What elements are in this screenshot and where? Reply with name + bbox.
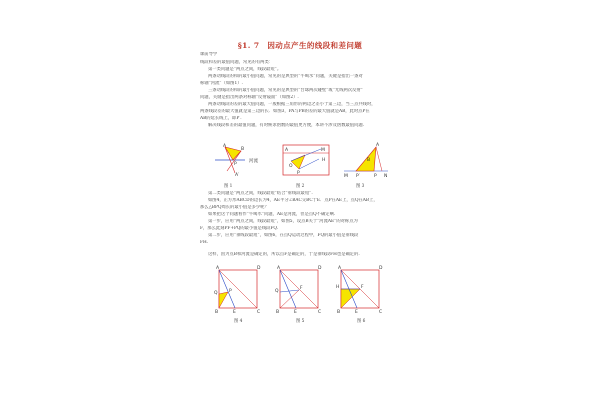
paragraph: 那么△BPQ周长的最小值是多少呢？: [200, 205, 269, 210]
paragraph: 两条动线段的和的最小值问题，常见的是典型的“牛喝水”问题，关键是指出一条对: [208, 74, 363, 79]
paragraph: AB的延长线上，即P′.: [200, 116, 242, 121]
paragraph: 如果把这个问题看作“牛喝水”问题，AE是河流，但是点Q不确定啊.: [208, 212, 336, 217]
point-label: A: [216, 266, 220, 271]
point-label: A: [338, 266, 342, 271]
point-label: A: [376, 143, 380, 148]
point-label: P: [229, 289, 232, 294]
section-label: 课前导学: [200, 52, 218, 57]
point-label: P: [234, 162, 237, 167]
point-label: C: [318, 310, 322, 315]
segment: [291, 149, 321, 161]
point-label: D: [318, 266, 322, 271]
point-label: A: [285, 148, 289, 153]
point-label: A: [223, 144, 227, 149]
point-label: Q: [275, 289, 279, 294]
figure-caption: 图 3: [356, 184, 365, 189]
point-label: B: [215, 310, 219, 315]
figure-caption: 图 6: [357, 319, 366, 324]
paragraph: 三条动线段的和的最小值问题，常见的是典型的“台球两次碰壁”或“光线两次反射”: [208, 88, 363, 93]
point-label: H: [322, 158, 326, 163]
figure-caption: 图 2: [296, 184, 305, 189]
point-label: A: [277, 266, 281, 271]
figure-1: [213, 141, 273, 181]
diagonal-ac: [219, 270, 257, 308]
bisector-ae: [280, 270, 296, 308]
paragraph: 第二步，应用“垂线段最短”，如图6，在点Q运动过程中，FQ的最小值是垂线段: [208, 233, 359, 238]
paragraph: FH.: [200, 240, 209, 245]
paragraph: 两条线段差的最大值就是第三边的长．如图3，PA与PB的差的最大值就是AB，此时点P在: [200, 109, 370, 114]
figure-caption: 图 4: [234, 319, 243, 324]
paragraph: 问题，关键是指出两条对称轴“反射镜面”（如图2）.: [200, 95, 299, 100]
shaded-triangle: [219, 292, 228, 308]
point-label: D: [257, 266, 261, 271]
segment-fq: [280, 290, 299, 292]
paragraph: F，那么此刻PF+PQ的最小值是线段FQ.: [200, 226, 279, 231]
point-label: P: [297, 171, 300, 176]
page-title: §1. 7 因动点产生的线段和差问题: [237, 41, 363, 50]
point-label: M: [344, 174, 348, 179]
point-label: F: [361, 285, 364, 290]
point-label: O: [289, 164, 293, 169]
figure-3: [342, 141, 392, 181]
paragraph: 两条动线段的差的最大值问题，一般根据三角形的两边之差小于第三边，当三点共线时，: [208, 102, 376, 107]
point-label: Q: [214, 291, 218, 296]
figure-5: [275, 264, 325, 316]
figure-6: [336, 264, 386, 316]
figure-4: [214, 264, 264, 316]
point-label: E: [294, 310, 297, 315]
paragraph: 线段和差的最值问题，常见的有两类：: [200, 60, 274, 65]
paragraph: 解决线段和差的最值问题，有时候求函数的最值更方便，本讲不涉及函数最值问题.: [208, 123, 365, 128]
point-label: C: [257, 310, 261, 315]
point-label: E: [233, 310, 236, 315]
point-label: C: [379, 310, 383, 315]
river-label: 河流: [249, 159, 258, 164]
point-label: F: [300, 286, 303, 291]
paragraph: 这样，因为点B和河流是确定的，所以点F是确定的，于是垂线段FH也是确定的.: [208, 252, 360, 257]
point-label: N: [384, 174, 388, 179]
shaded-triangle: [356, 147, 376, 171]
point-label: E: [355, 310, 358, 315]
paragraph: 第一类问题是“两点之间，线段最短”。: [208, 67, 282, 72]
point-label: P′: [356, 174, 360, 179]
paragraph: 第一步，应用“两点之间，线段最短”，如图5，设点B关于“河流AE”的对称点为: [208, 219, 358, 224]
paragraph: 称轴“河流”（如图1）.: [200, 81, 243, 86]
paragraph: 如图4，正方形ABCD的边长为4，AE平分∠BAC交BC于E．点P在AE上，点Q在AB上，: [208, 198, 378, 203]
point-label: B: [241, 147, 245, 152]
point-label: M: [321, 148, 325, 153]
point-label: P: [374, 174, 377, 179]
figure-caption: 图 1: [224, 184, 233, 189]
point-label: H: [336, 285, 340, 290]
segment: [376, 147, 382, 171]
point-label: B: [337, 310, 341, 315]
point-label: B: [276, 310, 280, 315]
point-label: A′: [235, 173, 240, 178]
paragraph: 第二类问题是“两点之间，线段最短”结合“垂线段最短”.: [208, 191, 313, 196]
point-label: D: [379, 266, 383, 271]
figure-caption: 图 5: [296, 319, 305, 324]
point-label: B: [367, 158, 371, 163]
figure-2: [275, 141, 337, 181]
